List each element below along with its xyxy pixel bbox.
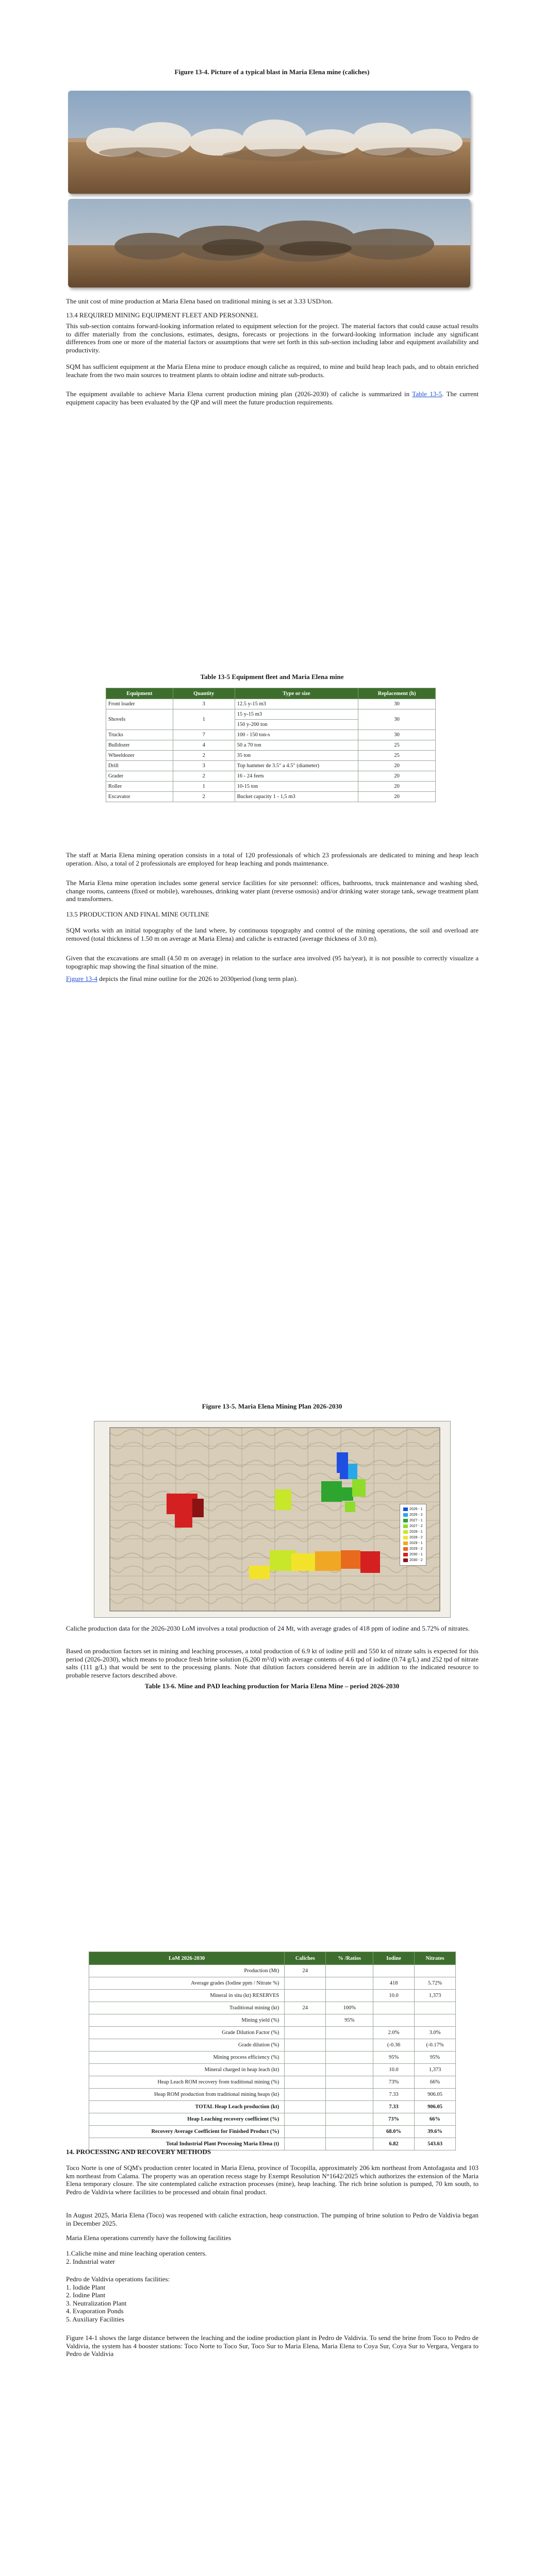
type-cell: 35 ton	[235, 751, 358, 761]
row-label-cell: Production (Mt)	[89, 1965, 285, 1977]
table-row	[89, 2052, 456, 2064]
nitrates-cell	[415, 1965, 456, 1977]
row-label-cell: Heap Leaching recovery coefficient (%)	[89, 2113, 285, 2126]
table-row	[106, 771, 436, 782]
legend-label: 2028 - 2	[409, 1536, 423, 1539]
legend-swatch	[403, 1541, 408, 1545]
section-13-4-heading: 13.4 REQUIRED MINING EQUIPMENT FLEET AND PERSONNEL	[66, 311, 258, 319]
legend-item	[403, 1552, 423, 1557]
nitrates-cell: 66%	[415, 2113, 456, 2126]
section-14-paragraph-3: Maria Elena operations currently have the following facilities	[66, 2234, 232, 2242]
table-13-6-header: Nitrates	[415, 1952, 456, 1965]
legend-label: 2028 - 1	[409, 1530, 423, 1534]
caliches-cell	[285, 2039, 326, 2052]
equipment-cell: Drill	[106, 761, 173, 771]
ratios-cell	[326, 2064, 373, 2076]
legend-swatch	[403, 1519, 408, 1522]
table-row	[89, 2101, 456, 2113]
table-row	[106, 699, 436, 709]
section-14-paragraph-4: Figure 14-1 shows the large distance between the leaching and the iodine production plant in Pedro de Valdivia. To send the brine from Toco to Pedro de Valdivia, the system has 4 booster stations: Toco Norte to Toco Sur, Toco Sur to Maria Elena, Maria Elena to Coya Sur, Coya Sur to Vergara, Vergara to Pedro de Valdivia	[66, 2334, 479, 2358]
services-text: The Maria Elena mine operation includes some general service facilities for site personnel: offices, bathrooms, truck maintenance and washing shed, change rooms, canteens (fixed or mobile), warehouses, drinking water plant (reverse osmosis) and/or drinking water storage tank, sewage treatment plant and transformers.	[66, 879, 479, 903]
table-row	[106, 709, 436, 720]
ratios-cell	[326, 2052, 373, 2064]
type-cell: 15 y-15 m3	[235, 709, 358, 720]
equipment-cell: Wheeldozer	[106, 751, 173, 761]
ratios-cell	[326, 1990, 373, 2002]
nitrates-cell: 5.72%	[415, 1977, 456, 1990]
legend-label: 2026 - 2	[409, 1513, 423, 1517]
replacement-cell: 20	[358, 782, 436, 792]
legend-swatch	[403, 1507, 408, 1511]
table-row	[106, 740, 436, 751]
table-row	[89, 2027, 456, 2039]
table-row	[106, 761, 436, 771]
table-row	[89, 1990, 456, 2002]
row-label-cell: TOTAL Heap Leach production (kt)	[89, 2101, 285, 2113]
ratios-cell	[326, 1977, 373, 1990]
legend-swatch	[403, 1547, 408, 1551]
section-13-5-paragraph-1: SQM works with an initial topography of the land where, by continuous topography and control of the mining operations, the soil and overload are removed (total thickness of 1.50 m on average at Maria Elena) and caliche is extracted (average thickness of 3.0 m).	[66, 926, 479, 942]
caliches-cell	[285, 2076, 326, 2089]
row-label-cell: Traditional mining (kt)	[89, 2002, 285, 2014]
iodine-cell: 10.0	[373, 2064, 415, 2076]
equipment-cell: Trucks	[106, 730, 173, 740]
nitrates-cell: 543.63	[415, 2138, 456, 2150]
section-13-5-paragraph-3	[66, 975, 479, 983]
table-row	[106, 751, 436, 761]
legend-label: 2030 - 1	[409, 1553, 423, 1556]
equipment-cell: Bulldozer	[106, 740, 173, 751]
table-13-5-caption: Table 13-5 Equipment fleet and Maria Elena mine	[200, 673, 344, 681]
legend-swatch	[403, 1513, 408, 1517]
legend-swatch	[403, 1536, 408, 1539]
type-cell: 10-15 ton	[235, 782, 358, 792]
row-label-cell: Mining yield (%)	[89, 2014, 285, 2027]
nitrates-cell: 906.05	[415, 2101, 456, 2113]
table-13-5	[106, 688, 436, 802]
unit-cost-text: The unit cost of mine production at Maria Elena based on traditional mining is set at 3.33 USD/ton.	[66, 297, 333, 305]
iodine-cell: 7.33	[373, 2101, 415, 2113]
replacement-cell: 20	[358, 761, 436, 771]
table-13-6-header: % /Ratios	[326, 1952, 373, 1965]
row-label-cell: Mineral in situ (kt) RESERVES	[89, 1990, 285, 2002]
equipment-cell: Roller	[106, 782, 173, 792]
blast-photo-2	[68, 199, 470, 287]
section-13-4-paragraph-1: This sub-section contains forward-looking information related to equipment selection for the project. The material factors that could cause actual results to differ materially from the conclusions, estimates, designs, forecasts or projections in the forward-looking information include any significant differences from one or more of the material factors or assumptions that were set forth in this sub-section including labor and equipment availability and productivity.	[66, 322, 479, 354]
staff-text: The staff at Maria Elena mining operation consists in a total of 120 professionals of which 23 professionals are dedicated to mining and heap leach operation. Also, a total of 2 professionals are employed for heap leaching and ponds maintenance.	[66, 851, 479, 867]
iodine-cell	[373, 1965, 415, 1977]
replacement-cell: 25	[358, 740, 436, 751]
legend-item	[403, 1540, 423, 1546]
section-13-5-heading: 13.5 PRODUCTION AND FINAL MINE OUTLINE	[66, 910, 209, 918]
row-label-cell: Mining process efficiency (%)	[89, 2052, 285, 2064]
table-13-5-header: Quantity	[173, 688, 235, 699]
legend-item	[403, 1523, 423, 1529]
table-row	[89, 2039, 456, 2052]
quantity-cell: 2	[173, 771, 235, 782]
caliches-cell	[285, 2113, 326, 2126]
table-row	[89, 2002, 456, 2014]
equipment-cell: Shovels	[106, 709, 173, 730]
paragraph-3-text-before: The equipment available to achieve Maria Elena current production mining plan (2026-2030) of caliche is summarized in	[66, 390, 413, 398]
table-row	[89, 2089, 456, 2101]
quantity-cell: 4	[173, 740, 235, 751]
iodine-cell: 418	[373, 1977, 415, 1990]
figure-13-5-caption: Figure 13-5. Maria Elena Mining Plan 2026-2030	[202, 1402, 342, 1410]
ratios-cell	[326, 2039, 373, 2052]
mining-plan-map	[94, 1421, 451, 1618]
figure-13-4-caption: Figure 13-4. Picture of a typical blast in Maria Elena mine (caliches)	[174, 68, 370, 76]
ratios-cell	[326, 2126, 373, 2138]
facility-item: 5. Auxiliary Facilities	[66, 2315, 125, 2323]
iodine-cell: 68.0%	[373, 2126, 415, 2138]
nitrates-cell: 1,373	[415, 2064, 456, 2076]
ratios-cell	[326, 2027, 373, 2039]
iodine-cell: 73%	[373, 2113, 415, 2126]
legend-item	[403, 1506, 423, 1512]
table-13-6	[89, 1952, 456, 2150]
quantity-cell: 1	[173, 782, 235, 792]
table-row	[106, 730, 436, 740]
block-2030-2	[192, 1499, 204, 1517]
paragraph-3-text-after-13-5: depicts the final mine outline for the 2026 to 2030period (long term plan).	[97, 975, 298, 982]
facilities-list-b	[66, 2275, 479, 2324]
row-label-cell: Recovery Average Coefficient for Finished Product (%)	[89, 2126, 285, 2138]
figure-13-4-link[interactable]: Figure 13-4	[66, 975, 98, 982]
block-2029-1	[315, 1551, 341, 1571]
type-cell: 12.5 y-15 m3	[235, 699, 358, 709]
row-label-cell: Grade Dilution Factor (%)	[89, 2027, 285, 2039]
table-13-6-caption: Table 13-6. Mine and PAD leaching production for Maria Elena Mine – period 2026-2030	[144, 1682, 400, 1690]
table-13-6-header: LoM 2026-2030	[89, 1952, 285, 1965]
legend-item	[403, 1529, 423, 1535]
table-row	[89, 2064, 456, 2076]
legend-swatch	[403, 1524, 408, 1528]
quantity-cell: 1	[173, 709, 235, 730]
table-row	[106, 782, 436, 792]
legend-label: 2026 - 1	[409, 1507, 423, 1511]
caliches-cell	[285, 2126, 326, 2138]
section-14-paragraph-1: Toco Norte is one of SQM's production center located in Maria Elena, province of Tocopilla, approximately 206 km northeast from Antofagasta and 103 km northeast from Calama. The property was an operation recess stage by Exempt Resolution N°1642/2025 which authorizes the extension of the Maria Elena temporary closure. The site contemplated caliche extraction processes (mine), heap leaching. The rich brine solution is pumped, 70 km south, to Pedro de Valdivia where facilities to be processed and obtain final product.	[66, 2164, 479, 2196]
section-14-heading: 14. PROCESSING AND RECOVERY METHODS	[66, 2148, 211, 2156]
legend-item	[403, 1557, 423, 1563]
replacement-cell: 25	[358, 751, 436, 761]
table-row	[89, 2126, 456, 2138]
caliches-cell	[285, 2101, 326, 2113]
caliches-cell	[285, 2014, 326, 2027]
table-13-6-header: Caliches	[285, 1952, 326, 1965]
iodine-cell: 10.0	[373, 1990, 415, 2002]
nitrates-cell: 1,373	[415, 1990, 456, 2002]
caliche-text: Caliche production data for the 2026-2030 LoM involves a total production of 24 Mt, with average grades of 418 ppm of iodine and 5.72% of nitrates.	[66, 1624, 470, 1632]
caliches-cell	[285, 2027, 326, 2039]
quantity-cell: 7	[173, 730, 235, 740]
ratios-cell: 100%	[326, 2002, 373, 2014]
section-14-paragraph-2: In August 2025, Maria Elena (Toco) was reopened with caliche extraction, heap construction. The pumping of brine solution to Pedro de Valdivia began in December 2025.	[66, 2211, 479, 2227]
type-cell: 16 - 24 feets	[235, 771, 358, 782]
legend-item	[403, 1518, 423, 1523]
table-13-5-header: Type or size	[235, 688, 358, 699]
table-row	[89, 2113, 456, 2126]
legend-label: 2027 - 1	[409, 1519, 423, 1522]
table-13-6-header: Iodine	[373, 1952, 415, 1965]
legend-label: 2029 - 1	[409, 1541, 423, 1545]
table-row	[89, 1977, 456, 1990]
iodine-cell	[373, 2014, 415, 2027]
nitrates-cell: 66%	[415, 2076, 456, 2089]
iodine-cell: 7.33	[373, 2089, 415, 2101]
caliches-cell: 24	[285, 2002, 326, 2014]
table-13-5-link[interactable]: Table 13-5	[412, 390, 442, 398]
nitrates-cell: 3.0%	[415, 2027, 456, 2039]
facility-item: 2. Iodine Plant	[66, 2291, 106, 2299]
legend-label: 2030 - 2	[409, 1558, 423, 1562]
type-cell: 150 y-200 ton	[235, 720, 358, 730]
ratios-cell	[326, 2076, 373, 2089]
legend-swatch	[403, 1553, 408, 1556]
caliches-cell	[285, 1977, 326, 1990]
section-13-4-paragraph-2: SQM has sufficient equipment at the Maria Elena mine to produce enough caliche as required, to mine and build heap leach pads, and to obtain enriched leachate from the two main sources to treatment plants to obtain iodine and nitrate sub-products.	[66, 363, 479, 379]
equipment-cell: Excavator	[106, 792, 173, 802]
row-label-cell: Heap ROM production from traditional mining heaps (kt)	[89, 2089, 285, 2101]
nitrates-cell	[415, 2014, 456, 2027]
replacement-cell: 30	[358, 730, 436, 740]
ratios-cell	[326, 2138, 373, 2150]
facilities-list-a	[66, 2249, 479, 2265]
row-label-cell: Total Industrial Plant Processing Maria Elena (t)	[89, 2138, 285, 2150]
caliches-cell	[285, 2089, 326, 2101]
iodine-cell: 73%	[373, 2076, 415, 2089]
quantity-cell: 2	[173, 751, 235, 761]
ratios-cell: 95%	[326, 2014, 373, 2027]
iodine-cell	[373, 2002, 415, 2014]
legend-label: 2029 - 2	[409, 1547, 423, 1551]
facility-item: 1. Iodide Plant	[66, 2283, 106, 2291]
section-13-4-paragraph-3	[66, 390, 479, 406]
facility-item: 1.Caliche mine and mine leaching operation centers.	[66, 2249, 207, 2257]
facility-item: 3. Neutralization Plant	[66, 2299, 127, 2307]
nitrates-cell: 39.6%	[415, 2126, 456, 2138]
equipment-cell: Front loader	[106, 699, 173, 709]
legend-item	[403, 1546, 423, 1552]
mining-plan-legend	[400, 1504, 426, 1566]
row-label-cell: Mineral charged in heap leach (kt)	[89, 2064, 285, 2076]
replacement-cell: 20	[358, 771, 436, 782]
nitrates-cell: 95%	[415, 2052, 456, 2064]
nitrates-cell: 906.05	[415, 2089, 456, 2101]
quantity-cell: 2	[173, 792, 235, 802]
table-row	[106, 792, 436, 802]
row-label-cell: Average grades (Iodine ppm / Nitrate %)	[89, 1977, 285, 1990]
caliches-cell	[285, 2052, 326, 2064]
section-13-5-paragraph-2: Given that the excavations are small (4.50 m on average) in relation to the surface area involved (95 ha/year), it is not possible to correctly visualize a topographic map showing the final situation of the mine.	[66, 954, 479, 970]
table-row	[89, 2014, 456, 2027]
type-cell: 50 a 70 ton	[235, 740, 358, 751]
table-row	[89, 1965, 456, 1977]
row-label-cell: Heap Leach ROM recovery from traditional mining (%)	[89, 2076, 285, 2089]
facilities-list-b-title: Pedro de Valdivia operations facilities:	[66, 2275, 170, 2283]
row-label-cell: Grade dilution (%)	[89, 2039, 285, 2052]
iodine-cell: 6.82	[373, 2138, 415, 2150]
caliches-cell	[285, 2064, 326, 2076]
caliches-cell: 24	[285, 1965, 326, 1977]
legend-label: 2027 - 2	[409, 1524, 423, 1528]
replacement-cell: 20	[358, 792, 436, 802]
type-cell: Bucket capacity 1 - 1,5 m3	[235, 792, 358, 802]
facility-item: 4. Evaporation Ponds	[66, 2307, 124, 2315]
ratios-cell	[326, 2101, 373, 2113]
iodine-cell: 95%	[373, 2052, 415, 2064]
mining-plan-map-graphic	[94, 1421, 450, 1617]
quantity-cell: 3	[173, 699, 235, 709]
caliches-cell	[285, 2138, 326, 2150]
ratios-cell	[326, 2113, 373, 2126]
legend-item	[403, 1535, 423, 1540]
ratios-cell	[326, 2089, 373, 2101]
replacement-cell: 30	[358, 709, 436, 730]
ratios-cell	[326, 1965, 373, 1977]
type-cell: Top hammer de 3.5" a 4.5" (diameter)	[235, 761, 358, 771]
table-13-5-header: Equipment	[106, 688, 173, 699]
replacement-cell: 30	[358, 699, 436, 709]
table-row	[89, 2076, 456, 2089]
legend-item	[403, 1512, 423, 1518]
paragraph-3-text-after: . The current equipment capacity has been evaluated by the QP and will meet the future production requirements.	[66, 390, 479, 406]
caliches-cell	[285, 1990, 326, 2002]
type-cell: 100 - 150 ton-s	[235, 730, 358, 740]
iodine-cell: 2.0%	[373, 2027, 415, 2039]
block-2026-2	[348, 1464, 357, 1479]
iodine-cell: (-0.36	[373, 2039, 415, 2052]
legend-swatch	[403, 1558, 408, 1562]
equipment-cell: Grader	[106, 771, 173, 782]
nitrates-cell	[415, 2002, 456, 2014]
blast-photo-1	[68, 91, 470, 194]
facility-item: 2. Industrial water	[66, 2257, 115, 2265]
quantity-cell: 3	[173, 761, 235, 771]
pad-text: Based on production factors set in mining and leaching processes, a total production of 6.9 kt of iodine prill and 550 kt of nitrate salts is expected for this period (2026-2030), which means to produce fresh brine solution (6,200 m³/d) with average contents of 4.6 tpd of iodine (0.74 g/L) and 252 tpd of nitrate salts (111 g/L) that would be sent to the processing plants. Note that dilution factors considered herein are in addition to the indicated resource to probable reserve factors described above.	[66, 1647, 479, 1679]
table-13-5-header: Replacement (h)	[358, 688, 436, 699]
legend-swatch	[403, 1530, 408, 1534]
nitrates-cell: (-0.17%	[415, 2039, 456, 2052]
